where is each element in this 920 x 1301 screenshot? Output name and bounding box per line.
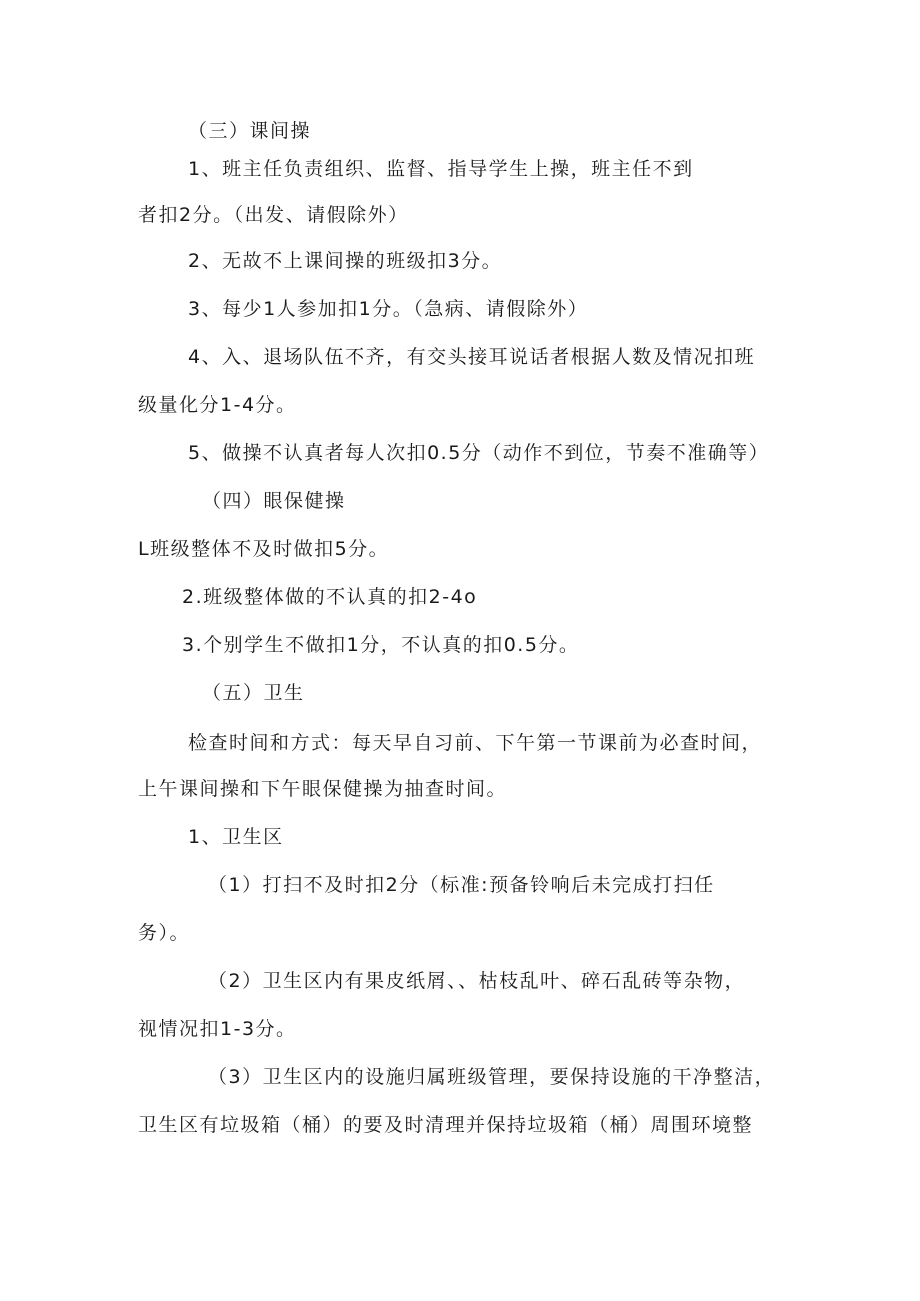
paragraph-line: L班级整体不及时做扣5分。 — [138, 538, 390, 560]
paragraph-line: 级量化分1-4分。 — [138, 394, 297, 416]
paragraph-line: 5、做操不认真者每人次扣0.5分（动作不到位，节奏不准确等） — [188, 442, 770, 464]
paragraph-line: （3）卫生区内的设施归属班级管理，要保持设施的干净整洁， — [208, 1066, 776, 1088]
paragraph-line: 卫生区有垃圾箱（桶）的要及时清理并保持垃圾箱（桶）周围环境整 — [138, 1114, 754, 1136]
paragraph-line: 检查时间和方式：每天早自习前、下午第一节课前为必查时间， — [188, 732, 763, 754]
paragraph-line: 视情况扣1-3分。 — [138, 1018, 297, 1040]
paragraph-line: 3、每少1人参加扣1分。（急病、请假除外） — [188, 298, 589, 320]
paragraph-line: 1、班主任负责组织、监督、指导学生上操，班主任不到 — [188, 158, 694, 180]
paragraph-line: 2.班级整体做的不认真的扣2-4o — [182, 586, 478, 608]
subheading-hygiene-area: 1、卫生区 — [188, 826, 284, 848]
section-heading-hygiene: （五）卫生 — [202, 682, 305, 704]
paragraph-line: 2、无故不上课间操的班级扣3分。 — [188, 250, 503, 272]
section-heading-exercise: （三）课间操 — [188, 120, 312, 142]
paragraph-line: 上午课间操和下午眼保健操为抽查时间。 — [138, 778, 508, 800]
paragraph-line: （1）打扫不及时扣2分（标准:预备铃响后未完成打扫任 — [208, 874, 715, 896]
paragraph-line: （2）卫生区内有果皮纸屑、、枯枝乱叶、碎石乱砖等杂物， — [208, 970, 746, 992]
section-heading-eye-exercise: （四）眼保健操 — [202, 490, 346, 512]
paragraph-line: 3.个别学生不做扣1分，不认真的扣0.5分。 — [182, 634, 580, 656]
paragraph-line: 者扣2分。（出发、请假除外） — [138, 204, 409, 226]
paragraph-line: 4、入、退场队伍不齐，有交头接耳说话者根据人数及情况扣班 — [188, 346, 756, 368]
paragraph-line: 务）。 — [138, 922, 191, 944]
